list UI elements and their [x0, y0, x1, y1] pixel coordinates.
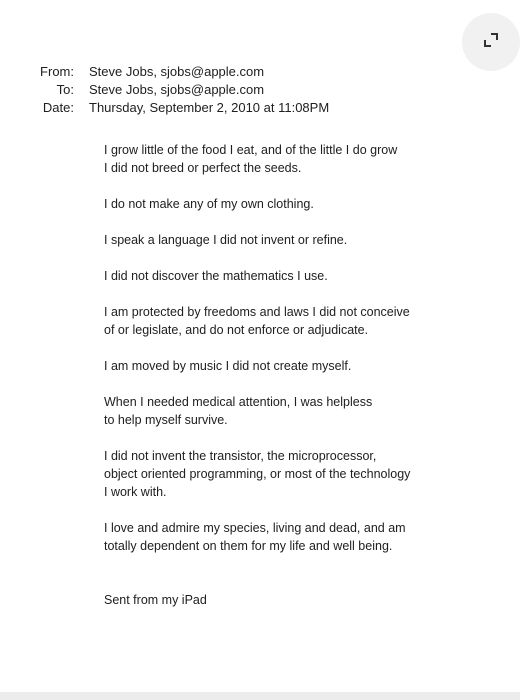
body-paragraph: I did not invent the transistor, the microprocessor, object oriented programming, or most of the technology I work with. — [104, 449, 411, 499]
expand-button[interactable] — [462, 13, 520, 71]
to-row — [0, 81, 420, 99]
body-paragraph: I speak a language I did not invent or refine. — [104, 233, 348, 247]
to-value: Steve Jobs, sjobs@apple.com — [89, 82, 265, 97]
date-label: Date: — [42, 100, 74, 115]
body-paragraph: I do not make any of my own clothing. — [104, 197, 314, 211]
body-paragraph: When I needed medical attention, I was helpless to help myself survive. — [104, 395, 373, 427]
from-value: Steve Jobs, sjobs@apple.com — [89, 64, 265, 79]
from-row — [0, 63, 420, 81]
from-label: From: — [40, 64, 74, 79]
email-body — [104, 141, 464, 627]
date-value: Thursday, September 2, 2010 at 11:08PM — [89, 100, 330, 115]
email-header — [0, 63, 420, 117]
body-paragraph: I grow little of the food I eat, and of the little I do grow I did not breed or perfect the seeds. — [104, 143, 398, 175]
date-row — [0, 99, 420, 117]
to-label: To: — [56, 82, 74, 97]
expand-icon — [481, 30, 501, 55]
body-paragraph: I am protected by freedoms and laws I did not conceive of or legislate, and do not enforce or adjudicate. — [104, 305, 410, 337]
body-paragraph: I am moved by music I did not create myself. — [104, 359, 352, 373]
body-paragraph: I did not discover the mathematics I use. — [104, 269, 328, 283]
body-paragraph: I love and admire my species, living and dead, and am totally dependent on them for my life and well being. — [104, 521, 406, 553]
email-signature: Sent from my iPad — [104, 593, 207, 607]
bottom-bar — [0, 692, 520, 700]
